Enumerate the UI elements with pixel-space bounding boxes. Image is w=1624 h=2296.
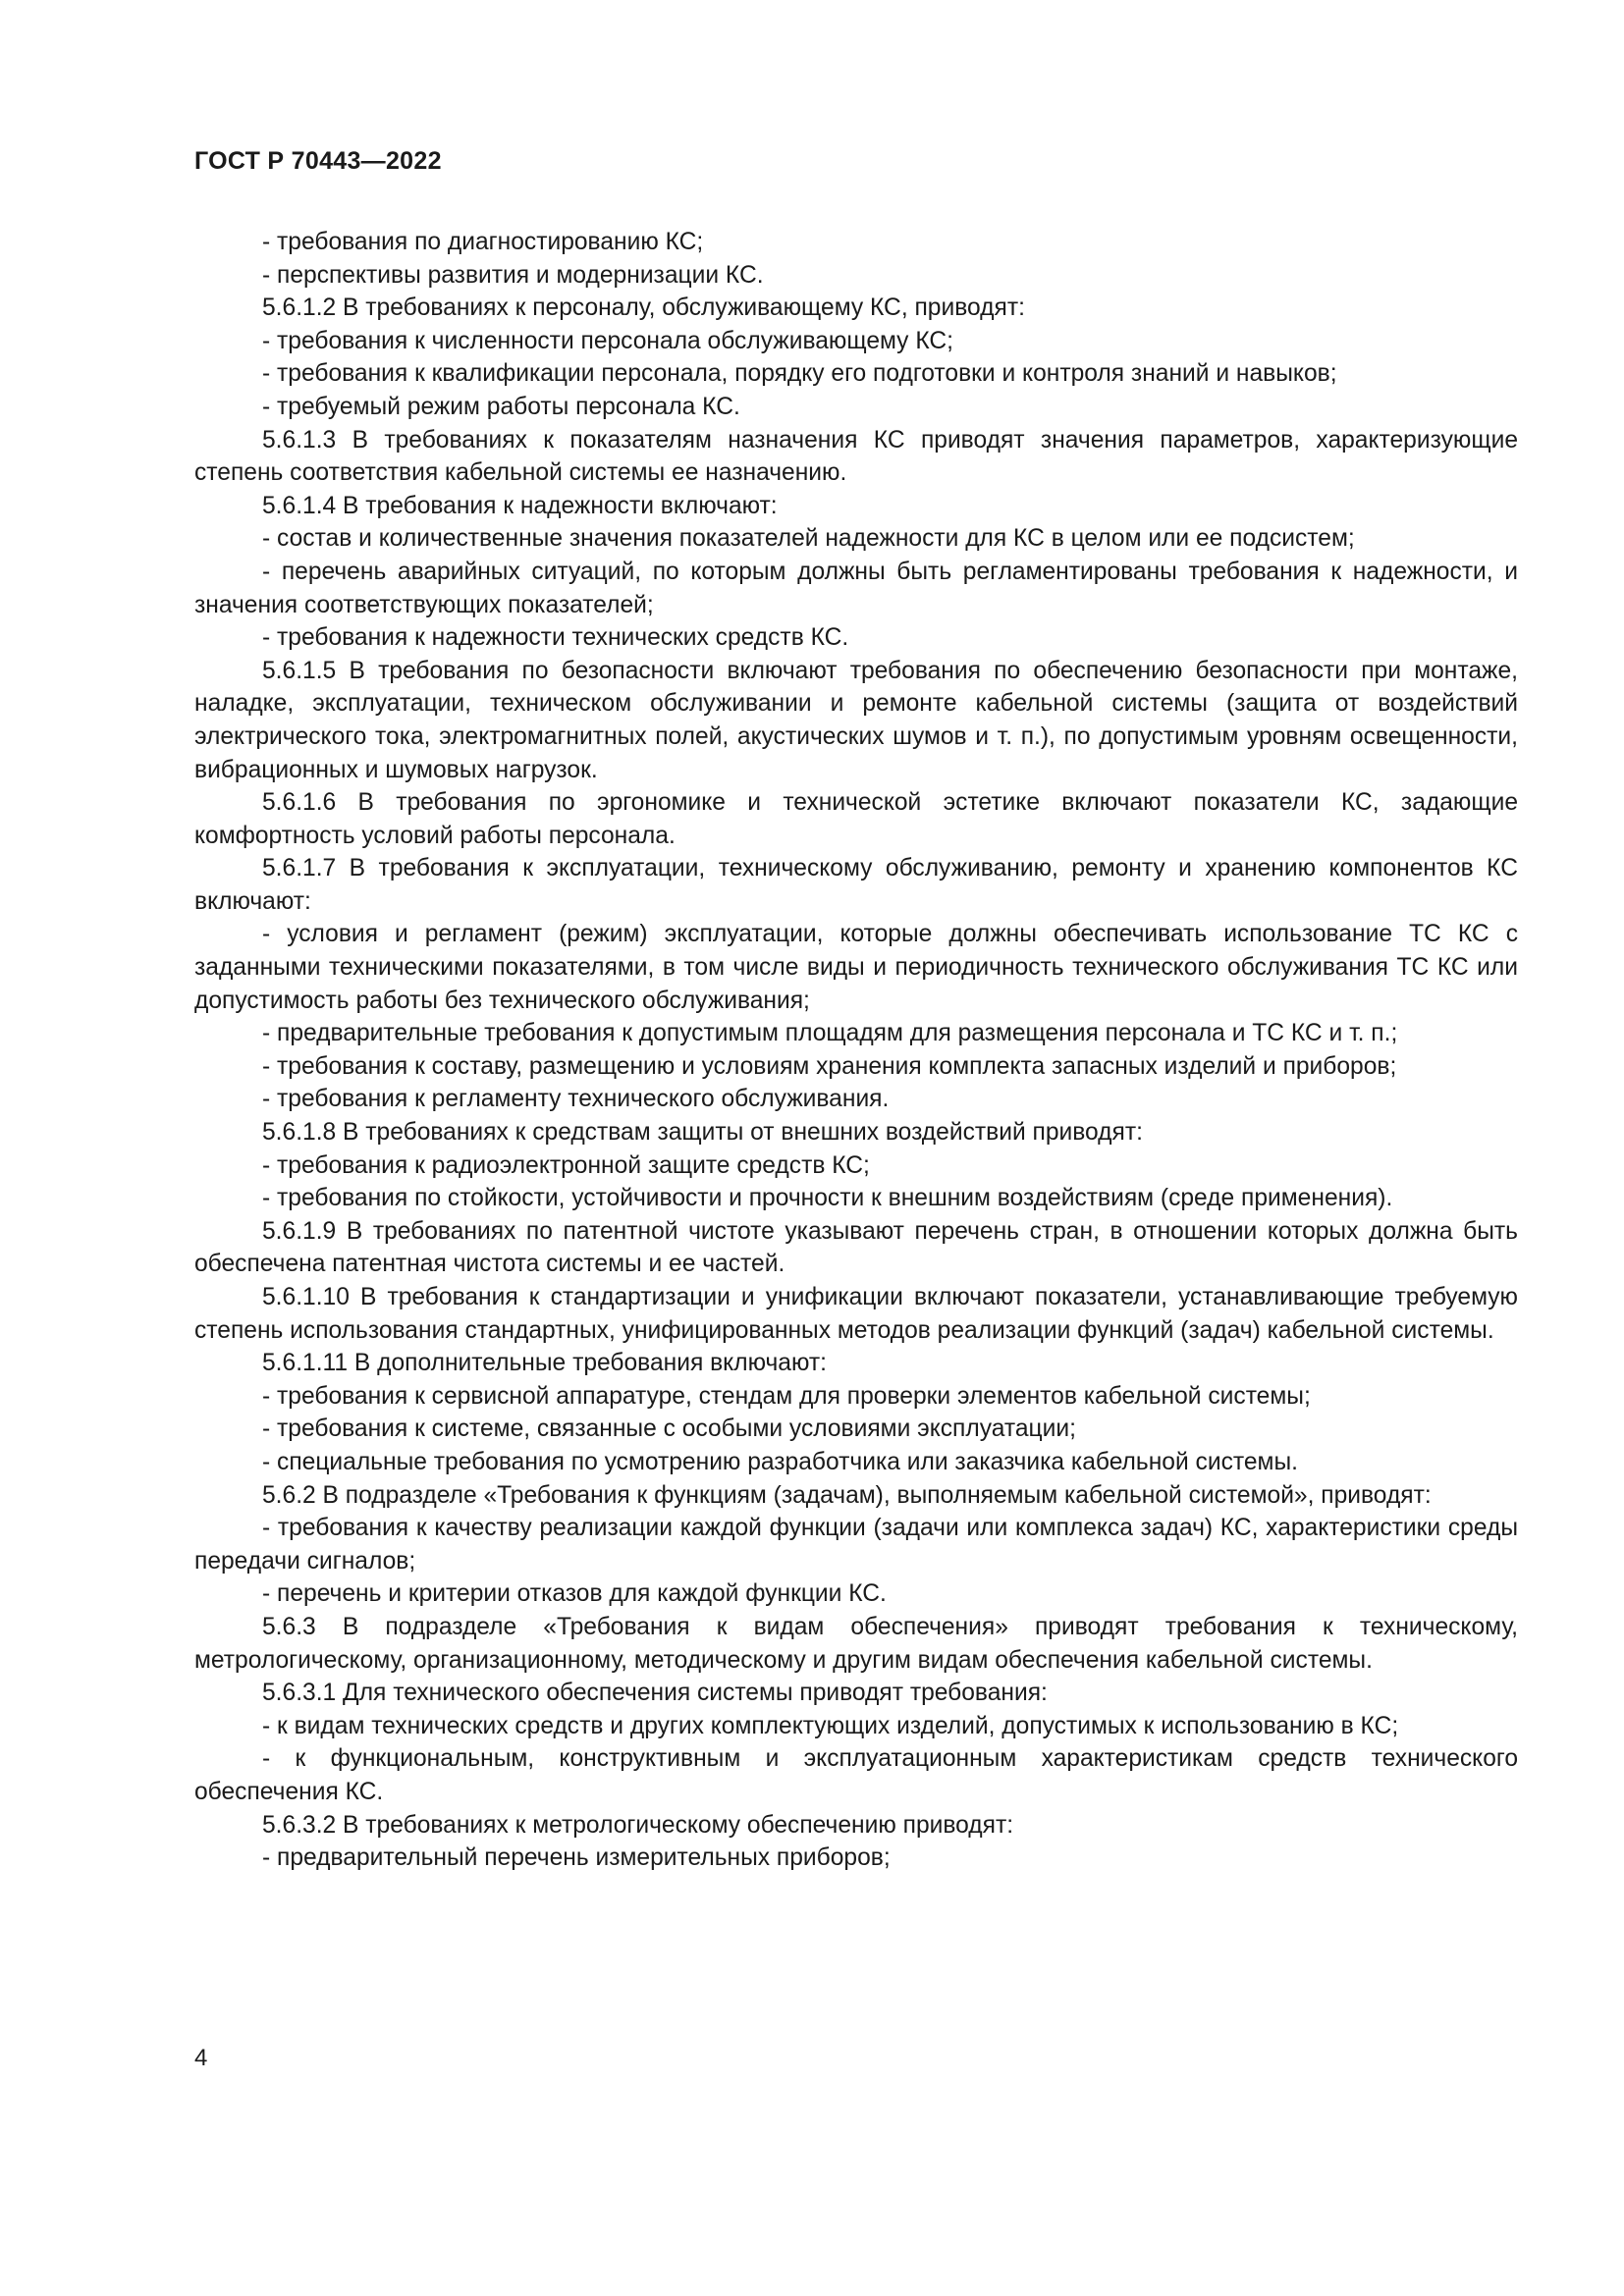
paragraph: - требования к качеству реализации каждой функции (задачи или комплекса задач) КС, характеристики среды передачи сигналов; [194, 1515, 1518, 1575]
paragraph: - перспективы развития и модернизации КС. [262, 261, 764, 289]
paragraph: - специальные требования по усмотрению разработчика или заказчика кабельной системы. [262, 1448, 1298, 1475]
paragraph: - перечень и критерии отказов для каждой функции КС. [262, 1580, 887, 1608]
paragraph: - требования к составу, размещению и условиям хранения комплекта запасных изделий и приборов; [262, 1052, 1397, 1080]
paragraph: - требования к квалификации персонала, порядку его подготовки и контроля знаний и навыков; [262, 360, 1337, 388]
paragraph: 5.6.2 В подразделе «Требования к функциям (задачам), выполняемым кабельной системой», приводят: [262, 1481, 1432, 1509]
paragraph: - требования к регламенту технического обслуживания. [262, 1086, 890, 1113]
paragraph: - предварительные требования к допустимым площадям для размещения персонала и ТС КС и т. п.; [262, 1020, 1398, 1047]
paragraph: 5.6.1.8 В требованиях к средствам защиты от внешних воздействий приводят: [262, 1119, 1143, 1147]
paragraph: 5.6.1.9 В требованиях по патентной чистоте указывают перечень стран, в отношении которых должна быть обеспечена патентная чистота системы и ее частей. [194, 1217, 1518, 1278]
paragraph: - предварительный перечень измерительных приборов; [262, 1844, 891, 1872]
paragraph: 5.6.3 В подразделе «Требования к видам обеспечения» приводят требования к техническому, метрологическому, организационному, методическому и другим видам обеспечения кабельной системы. [194, 1613, 1518, 1674]
paragraph: 5.6.3.1 Для технического обеспечения системы приводят требования: [262, 1680, 1048, 1707]
paragraph: - требования по стойкости, устойчивости и прочности к внешним воздействиям (среде применения). [262, 1185, 1393, 1212]
paragraph: 5.6.1.3 В требованиях к показателям назначения КС приводят значения параметров, характеризующие степень соответствия кабельной системы ее назначению. [194, 426, 1518, 487]
page-header-standard-id: ГОСТ Р 70443—2022 [194, 147, 442, 175]
paragraph: 5.6.1.11 В дополнительные требования включают: [262, 1350, 827, 1377]
page-number: 4 [194, 2045, 208, 2071]
document-body [194, 226, 1518, 1875]
paragraph: - требования к системе, связанные с особыми условиями эксплуатации; [262, 1415, 1076, 1443]
paragraph: 5.6.1.4 В требования к надежности включают: [262, 492, 778, 519]
paragraph: - требования к сервисной аппаратуре, стендам для проверки элементов кабельной системы; [262, 1382, 1311, 1410]
paragraph: 5.6.1.5 В требования по безопасности включают требования по обеспечению безопасности при монтаже, наладке, эксплуатации, техническом обслуживании и ремонте кабельной системы (защита от воздействий электрического тока, электромагнитных полей, акустических шумов и т. п.), по допустимым уровням освещенности, вибрационных и шумовых нагрузок. [194, 657, 1518, 783]
paragraph: 5.6.1.7 В требования к эксплуатации, техническому обслуживанию, ремонту и хранению компонентов КС включают: [194, 855, 1518, 915]
paragraph: - условия и регламент (режим) эксплуатации, которые должны обеспечивать использование ТС КС с заданными техническими показателями, в том числе виды и периодичность технического обслуживания ТС КС или допустимость работы без технического обслуживания; [194, 921, 1518, 1014]
paragraph: 5.6.1.6 В требования по эргономике и технической эстетике включают показатели КС, задающие комфортность условий работы персонала. [194, 789, 1518, 849]
paragraph: - требования к численности персонала обслуживающему КС; [262, 327, 953, 354]
paragraph: 5.6.1.2 В требованиях к персоналу, обслуживающему КС, приводят: [262, 294, 1025, 322]
paragraph: - требуемый режим работы персонала КС. [262, 393, 740, 420]
paragraph: 5.6.3.2 В требованиях к метрологическому обеспечению приводят: [262, 1811, 1014, 1839]
paragraph: - состав и количественные значения показателей надежности для КС в целом или ее подсистем; [262, 525, 1355, 553]
paragraph: 5.6.1.10 В требования к стандартизации и унификации включают показатели, устанавливающие требуемую степень использования стандартных, унифицированных методов реализации функций (задач) кабельной системы. [194, 1284, 1518, 1344]
paragraph: - перечень аварийных ситуаций, по которым должны быть регламентированы требования к надежности, и значения соответствующих показателей; [194, 558, 1518, 618]
paragraph: - к видам технических средств и других комплектующих изделий, допустимых к использованию в КС; [262, 1712, 1399, 1739]
paragraph: - требования к радиоэлектронной защите средств КС; [262, 1151, 870, 1179]
paragraph: - требования к надежности технических средств КС. [262, 624, 849, 652]
paragraph: - к функциональным, конструктивным и эксплуатационным характеристикам средств технического обеспечения КС. [194, 1745, 1518, 1805]
paragraph: - требования по диагностированию КС; [262, 229, 704, 255]
